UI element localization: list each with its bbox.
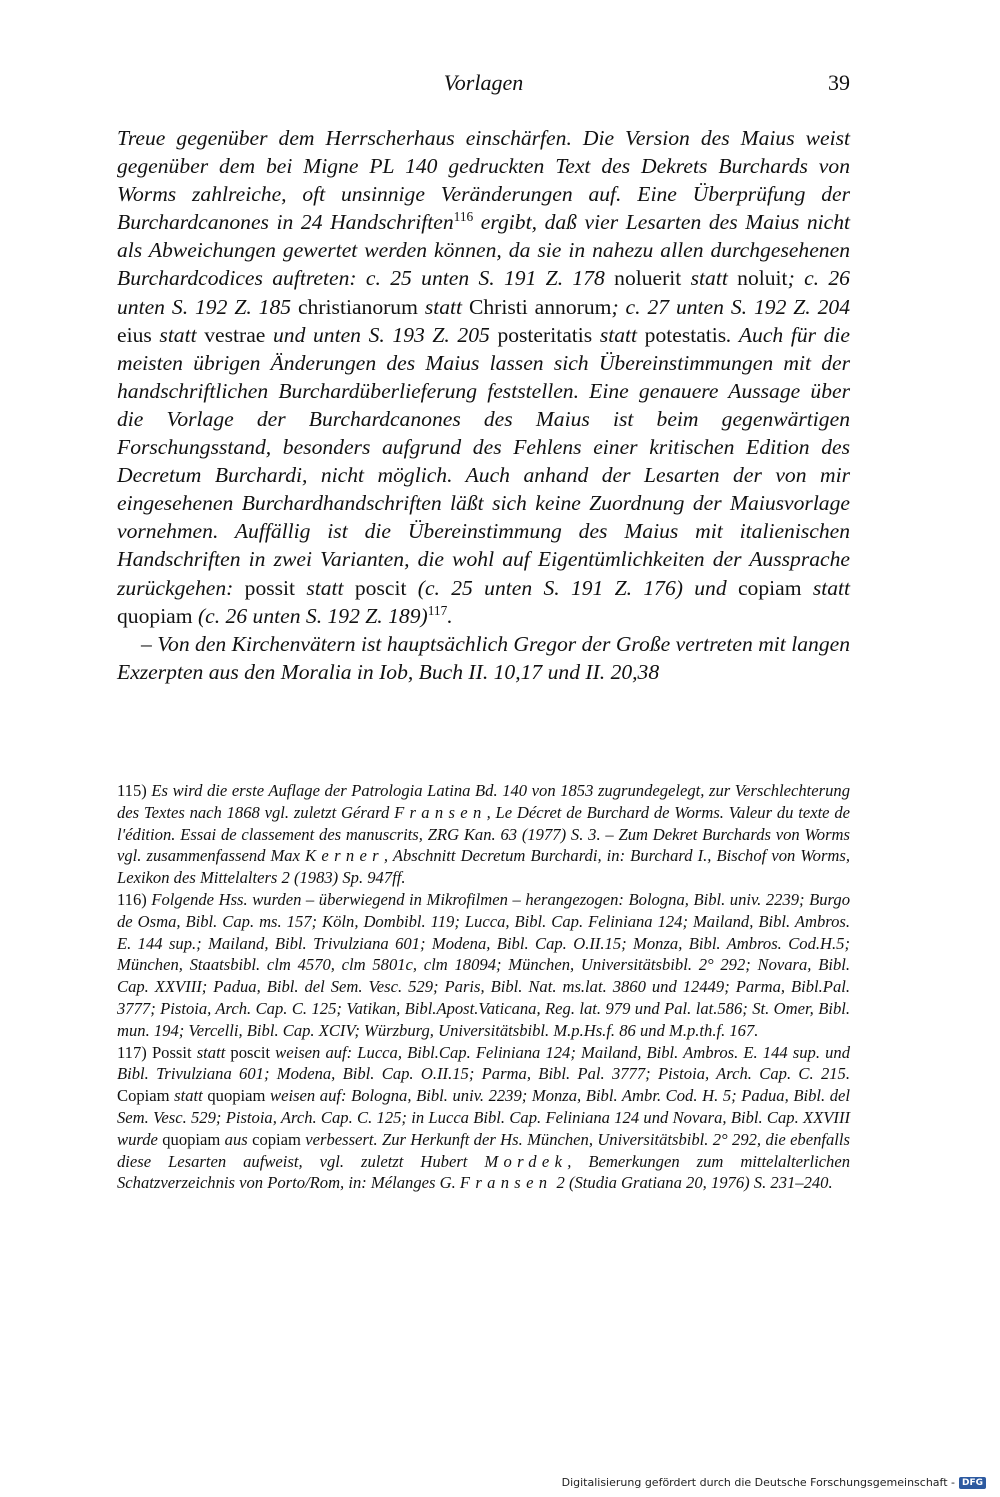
footnote-ref-117[interactable]: 117: [427, 602, 448, 618]
page-number: 39: [828, 70, 850, 95]
paragraph-2: – Von den Kirchenvätern ist hauptsächlich Gregor der Große vertreten mit langen Exzerpten aus den Moralia in Iob, Buch II. 10,17 und II. 20,38: [117, 631, 850, 684]
digitization-credit: [562, 1476, 986, 1489]
running-title: Vorlagen: [443, 70, 524, 95]
paragraph-1: Treue gegenüber dem Herrscherhaus einschärfen. Die Version des Maius weist gegenüber dem bei Migne PL 140 gedruckten Text des Dekrets Burchards von Worms zahlreiche, oft unsinnige Veränderungen auf. Eine Überprüfung der Burchardcanones in 24 Handschriften$^{116}$ ergibt, daß vier Lesarten des Maius nicht als Abweichungen gewertet werden können, da sie in nahezu allen durchgesehenen Burchardcodices auftreten: c. 25 unten S. 191 Z. 178 noluerit statt noluit; c. 26 unten S. 192 Z. 185 christianorum statt Christi annorum; c. 27 unten S. 192 Z. 204 eius statt vestrae und unten S. 193 Z. 205 posteritatis statt potestatis. Auch für die meisten übrigen Änderungen des Maius lassen sich Übereinstimmungen mit der handschriftlichen Burchardüberlieferung feststellen. Eine genauere Aussage über die Vorlage der Burchardcanones des Maius ist beim gegenwärtigen Forschungsstand, besonders aufgrund des Fehlens einer kritischen Edition des Decretum Burchardi, nicht möglich. Auch anhand der Lesarten der von mir eingesehenen Burchardhandschriften läßt sich keine Zuordnung der Maiusvorlage vornehmen. Auffällig ist die Übereinstimmung des Maius mit italienischen Handschriften in zwei Varianten, die wohl auf Eigentümlichkeiten der Aussprache zurückgehen: possit statt poscit (c. 25 unten S. 191 Z. 176) und copiam statt quopiam (c. 26 unten S. 192 Z. 189)$^{117}$.: [117, 126, 851, 628]
main-text: [117, 124, 850, 686]
footnote-115: 115) Es wird die erste Auflage der Patrologia Latina Bd. 140 von 1853 zugrundegelegt, zur Verschlechterung des Textes nach 1868 vgl. zuletzt Gérard Fransen, Le Décret de Burchard de Worms. Valeur du texte de l'édition. Essai de classement des manuscrits, ZRG Kan. 63 (1977) S. 3. – Zum Dekret Burchards von Worms vgl. zusammenfassend Max Kerner, Abschnitt Decretum Burchardi, in: Burchard I., Bischof von Worms, Lexikon des Mittelalters 2 (1983) Sp. 947ff.: [117, 781, 850, 888]
running-header: [117, 70, 850, 104]
dfg-logo-icon: DFG: [959, 1477, 986, 1489]
footnote-116: 116) Folgende Hss. wurden – überwiegend in Mikrofilmen – herangezogen: Bologna, Bibl. univ. 2239; Burgo de Osma, Bibl. Cap. ms. 157; Köln, Dombibl. 119; Lucca, Bibl. Cap. Feliniana 124; Mailand, Bibl. Ambros. E. 144 sup.; Mailand, Bibl. Trivulziana 601; Modena, Bibl. Cap. O.II.15; Monza, Bibl. Ambros. Cod.H.5; München, Staatsbibl. clm 4570, clm 5801c, clm 18094; München, Universitätsbibl. 2° 292; Novara, Bibl. Cap. XXVIII; Padua, Bibl. del Sem. Vesc. 529; Paris, Bibl. Nat. ms.lat. 3860 und 12449; Parma, Bibl.Pal. 3777; Pistoia, Arch. Cap. C. 125; Vatikan, Bibl.Apost.Vaticana, Reg. lat. 979 und Pal. lat.586; St. Omer, Bibl. mun. 194; Vercelli, Bibl. Cap. XCIV; Würzburg, Universitätsbibl. M.p.Hs.f. 86 und M.p.th.f. 167.: [117, 889, 850, 1040]
footnote-ref-116[interactable]: 116: [453, 209, 474, 225]
credit-text: Digitalisierung gefördert durch die Deutsche Forschungsgemeinschaft -: [561, 1476, 955, 1489]
footnotes: [117, 780, 850, 1194]
footnote-117: 117) Possit statt poscit weisen auf: Lucca, Bibl.Cap. Feliniana 124; Mailand, Bibl. Ambros. E. 144 sup. und Bibl. Trivulziana 601; Modena, Bibl. Cap. O.II.15; Parma, Bibl. Pal. 3777; Pistoia, Arch. Cap. C. 215. Copiam statt quopiam weisen auf: Bologna, Bibl. univ. 2239; Monza, Bibl. Ambr. Cod. H. 5; Padua, Bibl. del Sem. Vesc. 529; Pistoia, Arch. Cap. C. 125; in Lucca Bibl. Cap. Feliniana 124 und Novara, Bibl. Cap. XXVIII wurde quopiam aus copiam verbessert. Zur Herkunft der Hs. München, Universitätsbibl. 2° 292, die ebenfalls diese Lesarten aufweist, vgl. zuletzt Hubert Mordek, Bemerkungen zum mittelalterlichen Schatzverzeichnis von Porto/Rom, in: Mélanges G. Fransen 2 (Studia Gratiana 20, 1976) S. 231–240.: [117, 1042, 851, 1193]
